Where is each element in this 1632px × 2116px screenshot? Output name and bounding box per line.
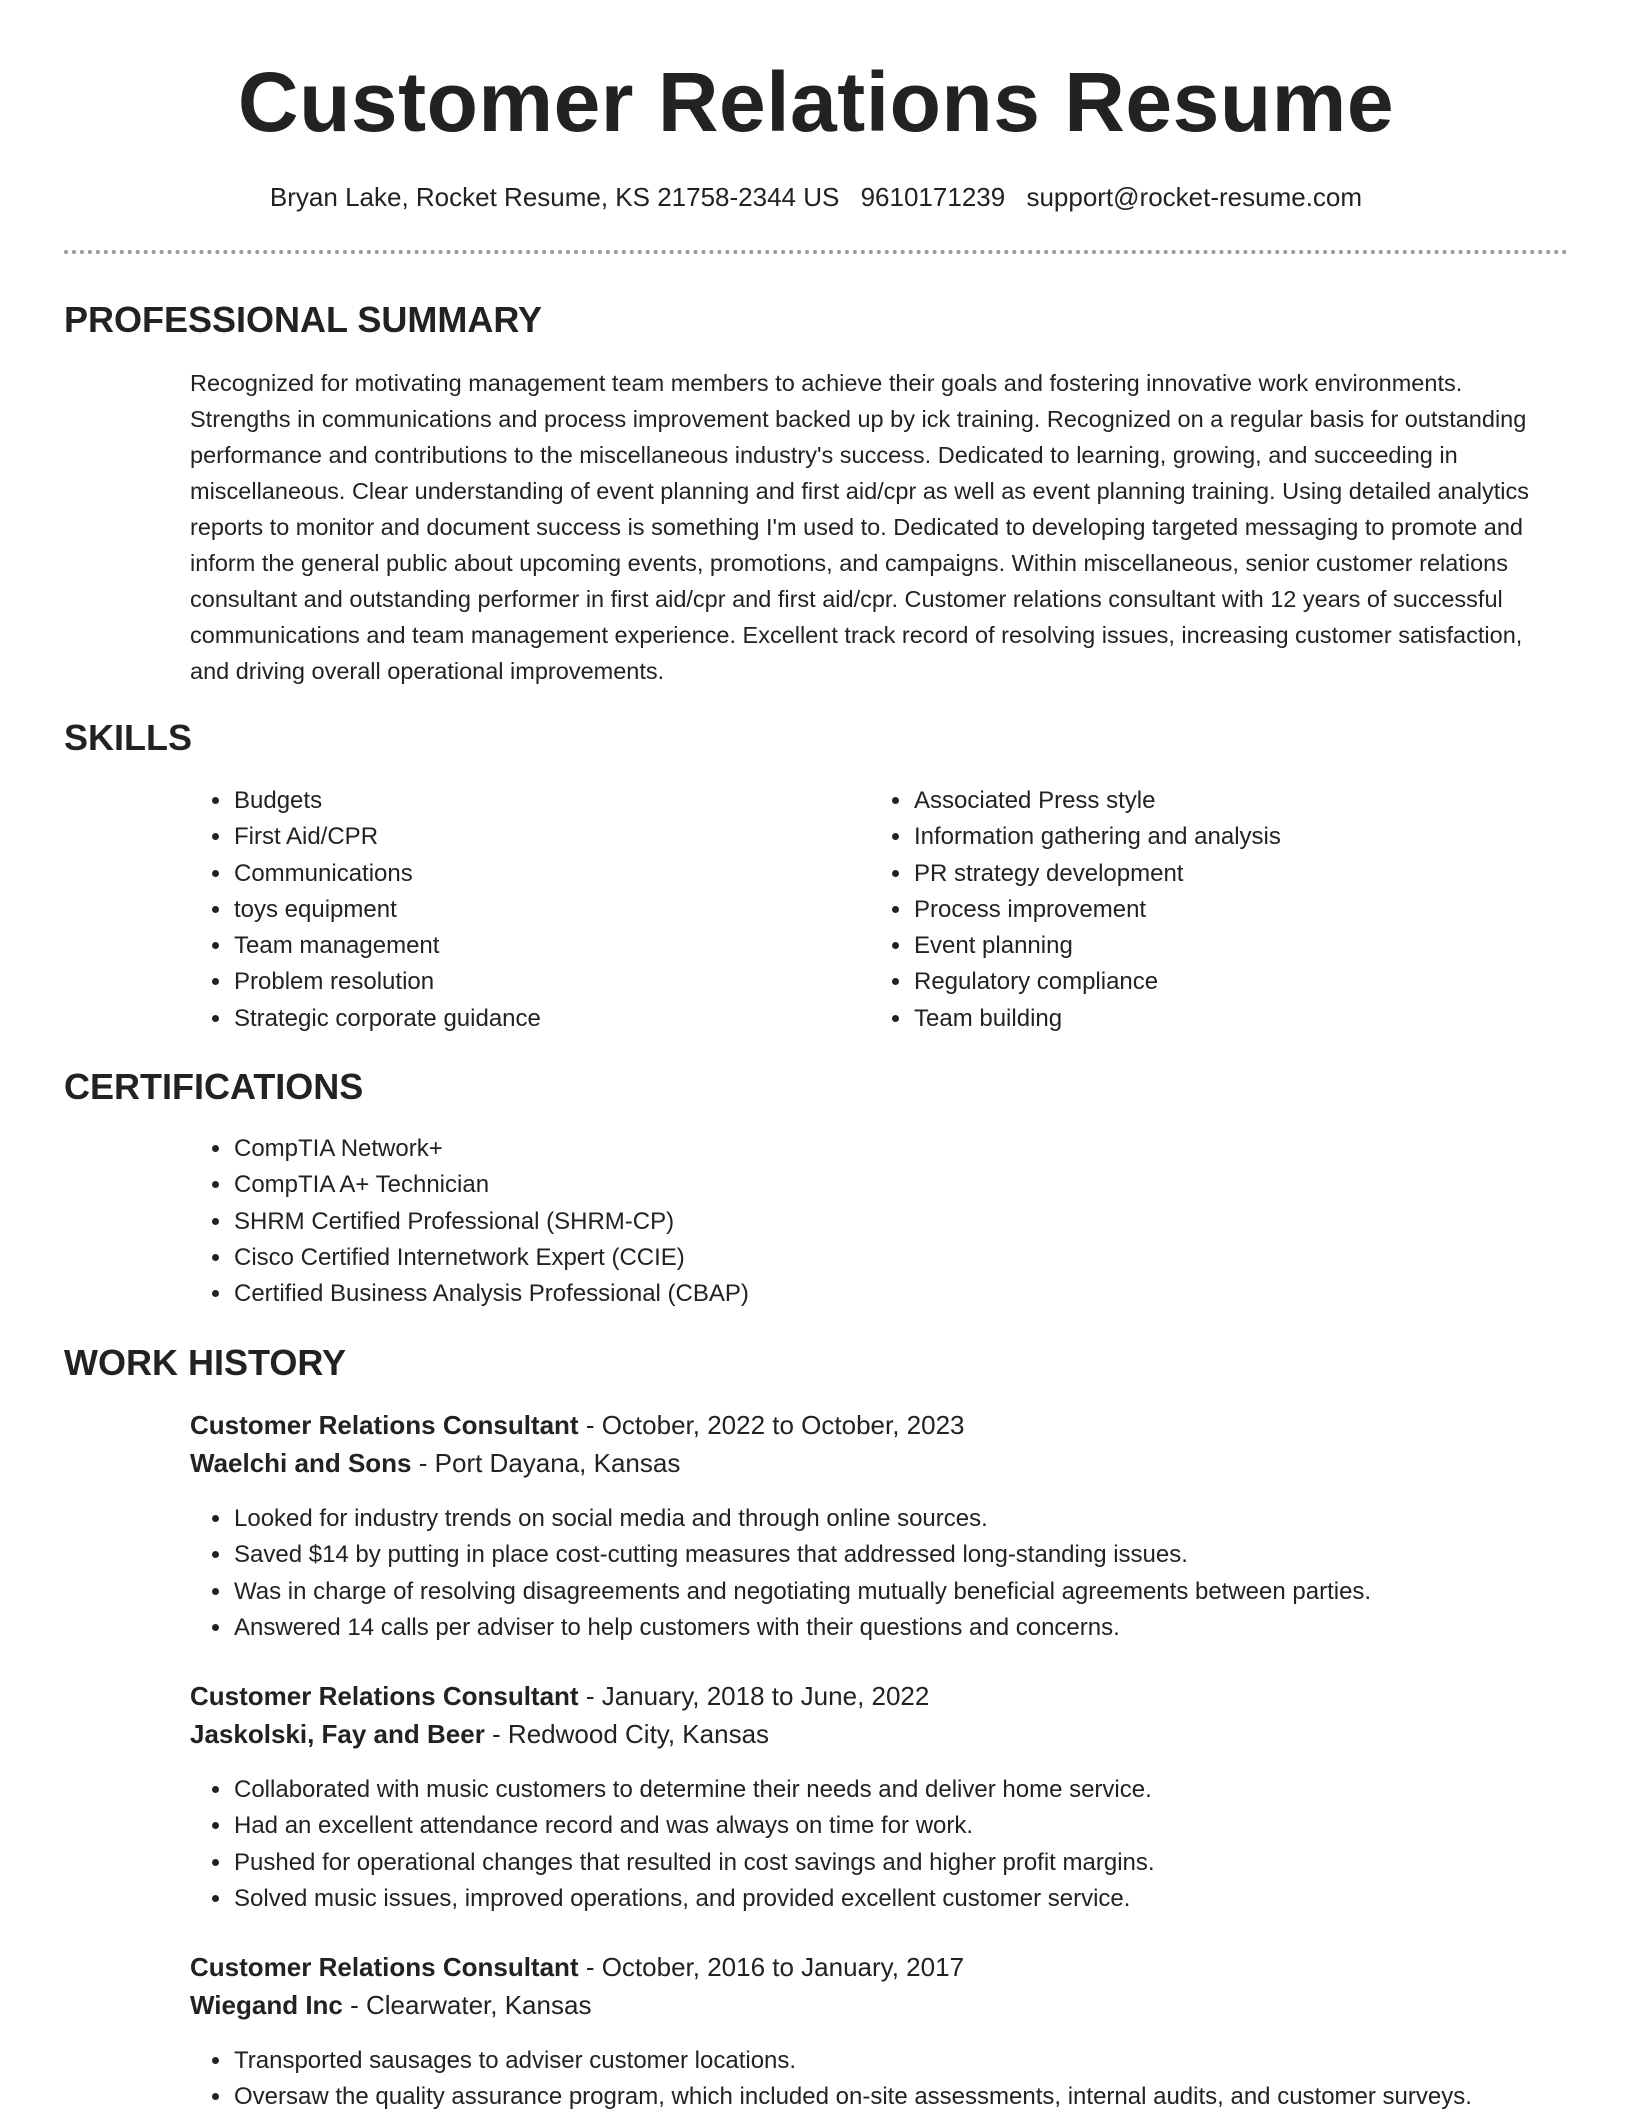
- skills-list-left: [190, 783, 833, 1037]
- job-bullet: • Oversaw the quality assurance program, which included on-site assessments, internal audits, and customer surveys.: [233, 2079, 1613, 2115]
- skill-item: • Budgets: [233, 783, 833, 819]
- job-dates: - October, 2022 to October, 2023: [578, 1410, 965, 1440]
- job-bullet: • Collaborated with music customers to determine their needs and deliver home service.: [233, 1772, 1613, 1808]
- skill-item: • Information gathering and analysis: [913, 819, 1563, 855]
- skill-item: • Communications: [233, 856, 833, 892]
- job-bullet: • Solved music issues, improved operations, and provided excellent customer service.: [233, 1881, 1613, 1917]
- job-dates: - January, 2018 to June, 2022: [578, 1681, 930, 1711]
- certification-item: • CompTIA A+ Technician: [233, 1167, 1533, 1203]
- job-bullet: • Saved $14 by putting in place cost-cutting measures that addressed long-standing issues.: [233, 1537, 1613, 1573]
- job-bullet: • Had an excellent attendance record and was always on time for work.: [233, 1808, 1613, 1844]
- job-bullet: • Looked for industry trends on social media and through online sources.: [233, 1501, 1613, 1537]
- skill-item: • First Aid/CPR: [233, 819, 833, 855]
- job-location: - Port Dayana, Kansas: [411, 1448, 681, 1478]
- job-title-line: [190, 1952, 964, 1983]
- skill-item: • Strategic corporate guidance: [233, 1001, 833, 1037]
- contact-phone: 9610171239: [860, 182, 1006, 212]
- certification-item: • CompTIA Network+: [233, 1131, 1533, 1167]
- summary-text: Recognized for motivating management team members to achieve their goals and fostering innovative work environments. Strengths in communications and process improvement backed up by ick training. Recognized on a regular basis for outstanding performance and contributions to the miscellaneous industry's success. Dedicated to learning, growing, and succeeding in miscellaneous. Clear understanding of event planning and first aid/cpr as well as event planning training. Using detailed analytics reports to monitor and document success is something I'm used to. Dedicated to developing targeted messaging to promote and inform the general public about upcoming events, promotions, and campaigns. Within miscellaneous, senior customer relations consultant and outstanding performer in first aid/cpr and first aid/cpr. Customer relations consultant with 12 years of successful communications and team management experience. Excellent track record of resolving issues, increasing customer satisfaction, and driving overall operational improvements.: [190, 370, 1529, 684]
- skill-item: • toys equipment: [233, 892, 833, 928]
- job-bullet: • Transported sausages to adviser customer locations.: [233, 2043, 1613, 2079]
- job-position: Customer Relations Consultant: [190, 1952, 579, 1982]
- job-company: Wiegand Inc: [190, 1990, 343, 2020]
- job-bullets: [190, 1772, 1613, 1917]
- header-divider: [64, 250, 1568, 254]
- contact-line: [0, 182, 1632, 213]
- skill-item: • Regulatory compliance: [913, 964, 1563, 1000]
- certification-item: • SHRM Certified Professional (SHRM-CP): [233, 1204, 1533, 1240]
- skill-item: • Team building: [913, 1001, 1563, 1037]
- certification-item: • Cisco Certified Internetwork Expert (CCIE): [233, 1240, 1533, 1276]
- skill-item: • Problem resolution: [233, 964, 833, 1000]
- job-title-line: [190, 1681, 929, 1712]
- job-company-line: [190, 1719, 769, 1750]
- certification-item: • Certified Business Analysis Professional (CBAP): [233, 1276, 1533, 1312]
- skill-item: • Team management: [233, 928, 833, 964]
- job-bullets: [190, 2043, 1613, 2116]
- job-location: - Clearwater, Kansas: [342, 1990, 592, 2020]
- job-company: Jaskolski, Fay and Beer: [190, 1719, 485, 1749]
- job-bullet: • Pushed for operational changes that resulted in cost savings and higher profit margins.: [233, 1845, 1613, 1881]
- skill-item: • PR strategy development: [913, 856, 1563, 892]
- job-bullet: • Was in charge of resolving disagreements and negotiating mutually beneficial agreements between parties.: [233, 1574, 1613, 1610]
- job-company: Waelchi and Sons: [190, 1448, 412, 1478]
- job-bullets: [190, 1501, 1613, 1646]
- job-dates: - October, 2016 to January, 2017: [578, 1952, 965, 1982]
- work-history-heading: WORK HISTORY: [64, 1342, 347, 1383]
- contact-email: support@rocket-resume.com: [1026, 182, 1363, 212]
- skills-list-right: [870, 783, 1563, 1037]
- contact-address: Bryan Lake, Rocket Resume, KS 21758-2344 US: [269, 182, 840, 212]
- skill-item: • Event planning: [913, 928, 1563, 964]
- job-title-line: [190, 1410, 965, 1441]
- summary-heading: PROFESSIONAL SUMMARY: [64, 299, 543, 340]
- job-bullet: • Answered 14 calls per adviser to help customers with their questions and concerns.: [233, 1610, 1613, 1646]
- skills-heading: SKILLS: [64, 717, 193, 758]
- skill-item: • Process improvement: [913, 892, 1563, 928]
- job-position: Customer Relations Consultant: [190, 1681, 579, 1711]
- resume-title: Customer Relations Resume: [237, 55, 1395, 149]
- skill-item: • Associated Press style: [913, 783, 1563, 819]
- certifications-heading: CERTIFICATIONS: [64, 1066, 364, 1107]
- job-position: Customer Relations Consultant: [190, 1410, 579, 1440]
- job-company-line: [190, 1990, 591, 2021]
- job-location: - Redwood City, Kansas: [484, 1719, 770, 1749]
- job-company-line: [190, 1448, 680, 1479]
- certifications-list: [190, 1131, 1533, 1312]
